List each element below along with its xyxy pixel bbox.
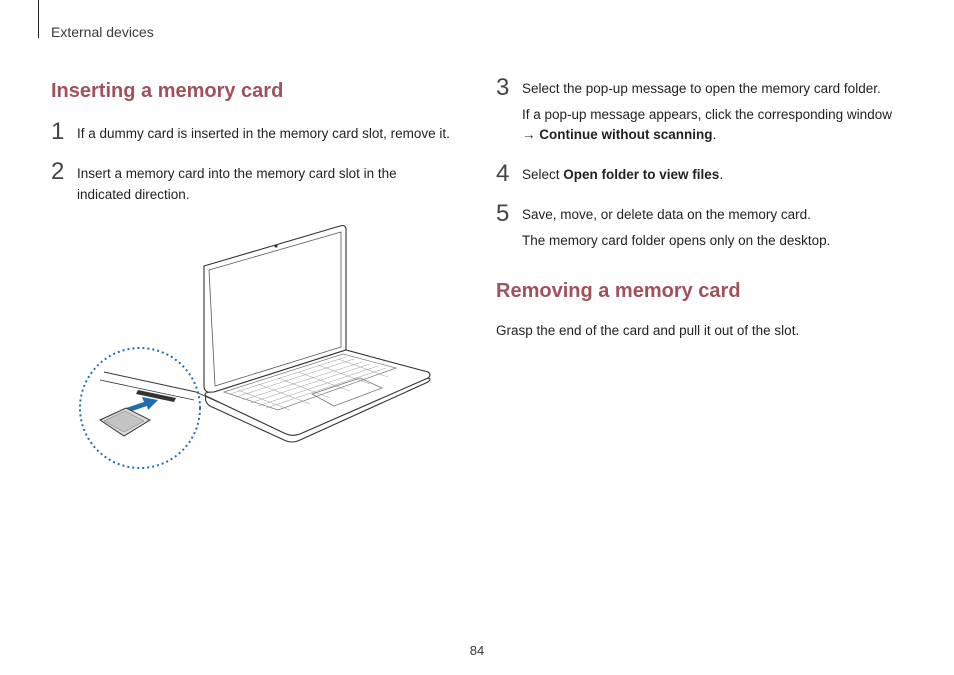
heading-inserting-memory-card: Inserting a memory card (51, 80, 284, 102)
step-number: 4 (496, 160, 510, 187)
laptop-memory-card-illustration (78, 222, 438, 472)
header-title: External devices (51, 24, 154, 40)
continue-without-scanning-label: Continue without scanning (539, 127, 713, 142)
step-text: Save, move, or delete data on the memory card. (522, 207, 811, 222)
step-text: Select Open folder to view files. (522, 167, 724, 182)
step-subtext-line-1: If a pop-up message appears, click the corresponding window (522, 107, 892, 122)
header-rule (38, 0, 39, 38)
step-text-line-1: Insert a memory card into the memory card slot in the (77, 166, 397, 181)
open-folder-label: Open folder to view files (563, 167, 720, 182)
step-number: 2 (51, 158, 65, 185)
step-subtext-line-2: → Continue without scanning. (522, 127, 717, 142)
step-text: Select the pop-up message to open the memory card folder. (522, 81, 881, 96)
page-number: 84 (469, 643, 485, 658)
arrow-glyph: → (522, 127, 540, 142)
laptop-icon (204, 226, 430, 443)
heading-removing-memory-card: Removing a memory card (496, 280, 741, 302)
step-number: 3 (496, 74, 510, 101)
removing-paragraph: Grasp the end of the card and pull it out of the slot. (496, 323, 800, 338)
step-number: 1 (51, 118, 65, 145)
step-number: 5 (496, 200, 510, 227)
step-text: If a dummy card is inserted in the memory card slot, remove it. (77, 126, 450, 141)
step-text-line-2: indicated direction. (77, 187, 190, 202)
step-subtext: The memory card folder opens only on the desktop. (522, 233, 831, 248)
